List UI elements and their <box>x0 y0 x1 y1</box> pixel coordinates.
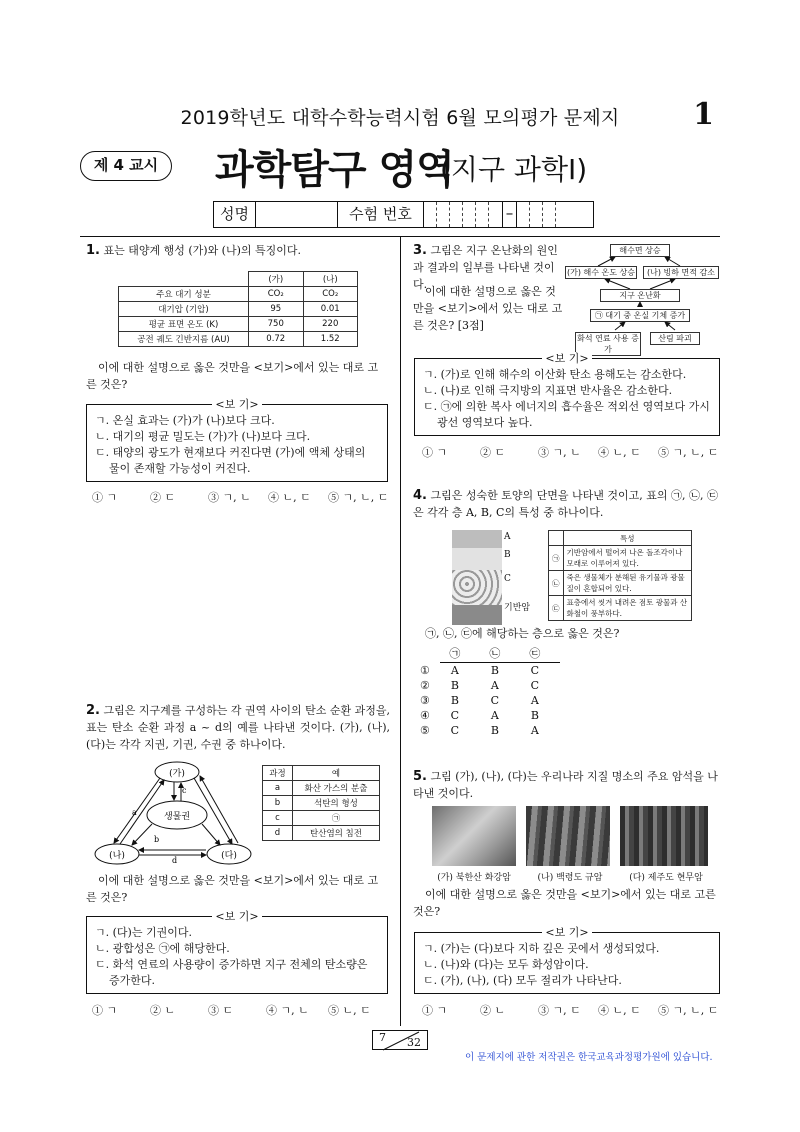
table-header: 예 <box>293 766 380 781</box>
question-5 <box>413 768 719 802</box>
bogi-item: ㄱ. (가)는 (다)보다 지하 깊은 곳에서 생성되었다. <box>423 942 660 955</box>
name-field[interactable] <box>256 202 338 227</box>
table-header: (가) <box>249 272 304 287</box>
bogi-item: ㄱ. (가)로 인해 해수의 이산화 탄소 용해도는 감소한다. <box>423 368 687 381</box>
process-label: a <box>132 808 137 817</box>
question-text: 그림은 지구 온난화의 원인과 결과의 일부를 나타낸 것이다. <box>413 244 558 291</box>
choice[interactable]: ④ ㄴ, ㄷ <box>598 446 641 459</box>
process-label: b <box>154 835 160 844</box>
exam-number-cell[interactable] <box>543 202 556 227</box>
answer-row[interactable]: ① A B C <box>420 663 540 677</box>
flow-node: 화석 연료 사용 증가 <box>575 332 641 356</box>
choice[interactable]: ② ㄷ <box>150 491 176 504</box>
table-row: 평균 표면 온도 (K) 750 220 <box>119 317 358 332</box>
table-row: ㉡ 죽은 생물체가 분해된 유기물과 광물질이 혼합되어 있다. <box>549 571 692 596</box>
question-number: 2. <box>86 703 100 718</box>
page-number: 1 <box>693 97 714 132</box>
question-prompt: 이에 대한 설명으로 옳은 것만을 <보기>에서 있는 대로 고른 것은? <box>86 361 379 391</box>
exam-number-cell[interactable] <box>556 202 569 227</box>
table-row: c ㉠ <box>263 811 380 826</box>
photo-caption: (다) 제주도 현무암 <box>629 873 703 883</box>
process-label: c <box>182 786 187 795</box>
choice[interactable]: ⑤ ㄱ, ㄴ, ㄷ <box>658 1004 719 1017</box>
question-text: 그림은 성숙한 토양의 단면을 나타낸 것이고, 표의 ㉠, ㉡, ㉢은 각각 층 A, B, C의 특성 중 하나이다. <box>413 489 718 519</box>
flow-node: ㉠ 대기 중 온실 기체 증가 <box>590 309 690 322</box>
answer-header: ㉠ <box>440 644 480 663</box>
exam-number-cell[interactable] <box>517 202 530 227</box>
exam-number-cell[interactable] <box>437 202 450 227</box>
granite-photo <box>432 806 516 866</box>
table-row: d 탄산염의 침전 <box>263 826 380 841</box>
question-4 <box>413 487 719 521</box>
choice[interactable]: ⑤ ㄴ, ㄷ <box>328 1004 371 1017</box>
table-row: b 석탄의 형성 <box>263 796 380 811</box>
copyright-notice: 이 문제지에 관한 저작권은 한국교육과정평가원에 있습니다. <box>465 1052 713 1063</box>
exam-number-cell[interactable] <box>530 202 543 227</box>
layer-label: 기반암 <box>504 603 531 613</box>
choice[interactable]: ④ ㄴ, ㄷ <box>268 491 311 504</box>
table-row: ㉢ 표층에서 씻겨 내려온 점토 광물과 산화철이 풍부하다. <box>549 596 692 621</box>
question-text: 그림은 지구계를 구성하는 각 권역 사이의 탄소 순환 과정을, 표는 탄소 순환 과정 a ~ d의 예를 나타낸 것이다. (가), (나), (다)는 각각 지권, 기권, 수권 중 하나이다. <box>86 704 390 751</box>
choice[interactable]: ③ ㄱ, ㄴ <box>208 491 251 504</box>
bogi-item: ㄷ. ㉠에 의한 복사 에너지의 흡수율은 적외선 영역보다 가시광선 영역보다 높다. <box>423 400 710 429</box>
layer-label: A <box>504 532 511 542</box>
exam-number-cell[interactable] <box>450 202 463 227</box>
flow-node: (가) 해수 온도 상승 <box>565 266 637 279</box>
choice[interactable]: ① ㄱ <box>422 1004 448 1017</box>
warming-flowchart <box>565 242 720 354</box>
column-divider <box>400 236 401 1026</box>
bogi-item: ㄴ. 광합성은 ㉠에 해당한다. <box>95 942 230 955</box>
bogi-item: ㄷ. 태양의 광도가 현재보다 커진다면 (가)에 액체 상태의 물이 존재할 가능성이 커진다. <box>95 446 366 475</box>
bogi-title: <보 기> <box>87 909 387 925</box>
choice[interactable]: ② ㄷ <box>480 446 506 459</box>
table-header: 특성 <box>563 531 692 546</box>
answer-row[interactable]: ② B A C <box>420 679 540 692</box>
question-prompt: 이에 대한 설명으로 옳은 것만을 <보기>에서 있는 대로 고른 것은? [3점] <box>413 285 563 332</box>
answer-header: ㉢ <box>520 644 560 663</box>
choice[interactable]: ③ ㄷ <box>208 1004 234 1017</box>
table-row: a 화산 가스의 분출 <box>263 781 380 796</box>
question-prompt: 이에 대한 설명으로 옳은 것만을 <보기>에서 있는 대로 고른 것은? <box>86 874 379 904</box>
q4-table <box>548 530 692 621</box>
answer-row[interactable]: ④ C A B <box>420 709 539 722</box>
bogi-item: ㄷ. (가), (나), (다) 모두 절리가 나타난다. <box>423 974 622 987</box>
q5-bogi-box <box>414 926 720 994</box>
soil-profile <box>452 530 502 625</box>
q4-answers <box>420 644 560 738</box>
bogi-title: <보 기> <box>87 397 387 413</box>
choice[interactable]: ① ㄱ <box>92 491 118 504</box>
page-counter <box>372 1030 428 1050</box>
question-2 <box>86 702 390 753</box>
choice[interactable]: ④ ㄴ, ㄷ <box>598 1004 641 1017</box>
table-row: 주요 대기 성분 CO₂ CO₂ <box>119 287 358 302</box>
photo-captions <box>426 870 716 883</box>
question-number: 4. <box>413 488 427 503</box>
layer-label: C <box>504 574 511 584</box>
soil-layer-c <box>452 570 502 605</box>
sphere-label: (가) <box>169 769 185 779</box>
choice[interactable]: ② ㄴ <box>480 1004 506 1017</box>
bogi-title: <보 기> <box>415 351 719 367</box>
bogi-item: ㄷ. 화석 연료의 사용량이 증가하면 지구 전체의 탄소량은 증가한다. <box>95 958 368 987</box>
total-pages: 32 <box>407 1036 421 1049</box>
choice[interactable]: ① ㄱ <box>92 1004 118 1017</box>
table-header: (나) <box>303 272 358 287</box>
question-number: 5. <box>413 769 427 784</box>
soil-layer-b <box>452 548 502 570</box>
table-row: 공전 궤도 긴반지름 (AU) 0.72 1.52 <box>119 332 358 347</box>
question-prompt: ㉠, ㉡, ㉢에 해당하는 층으로 옳은 것은? <box>425 627 620 640</box>
flow-node: 지구 온난화 <box>600 289 680 302</box>
choice[interactable]: ④ ㄱ, ㄴ <box>266 1004 309 1017</box>
quartzite-photo <box>526 806 610 866</box>
flow-node: 해수면 상승 <box>610 244 670 257</box>
current-page: 7 <box>379 1031 386 1044</box>
answer-row[interactable]: ⑤ C B A <box>420 724 539 737</box>
exam-number-cell[interactable] <box>463 202 476 227</box>
q1-bogi-box <box>86 398 388 482</box>
session-badge: 제 4 교시 <box>80 151 172 181</box>
q3-bogi-box <box>414 352 720 436</box>
sphere-label: (나) <box>109 851 125 861</box>
process-label: d <box>172 856 178 865</box>
soil-layer-a <box>452 530 502 548</box>
q5-choices <box>422 1002 722 1018</box>
basalt-photo <box>620 806 708 866</box>
subject-title: 과학탐구 영역 <box>215 147 454 193</box>
photo-caption: (가) 북한산 화강암 <box>437 873 511 883</box>
rock-photos <box>432 806 712 868</box>
question-number: 1. <box>86 243 100 258</box>
exam-title: 2019학년도 대학수학능력시험 6월 모의평가 문제지 <box>180 107 620 129</box>
table-row: 대기압 (기압) 95 0.01 <box>119 302 358 317</box>
subject-subtitle: (지구 과학Ⅰ) <box>440 153 588 186</box>
sphere-label: 생물권 <box>163 812 191 822</box>
q1-table <box>118 271 358 347</box>
answer-header: ㉡ <box>480 644 520 663</box>
answer-row[interactable]: ③ B C A <box>420 694 539 707</box>
question-text: 표는 태양계 행성 (가)와 (나)의 특징이다. <box>103 244 302 257</box>
bogi-item: ㄴ. 대기의 평균 밀도는 (가)가 (나)보다 크다. <box>95 430 311 443</box>
photo-caption: (나) 백령도 규암 <box>537 873 603 883</box>
table-header: 과정 <box>263 766 293 781</box>
question-number: 3. <box>413 243 427 258</box>
choice[interactable]: ⑤ ㄱ, ㄴ, ㄷ <box>658 446 719 459</box>
q2-bogi-box <box>86 910 388 994</box>
choice[interactable]: ② ㄴ <box>150 1004 176 1017</box>
exam-number-cell[interactable] <box>489 202 503 227</box>
name-label: 성명 <box>214 202 256 227</box>
q1-choices <box>92 489 392 505</box>
sphere-label: (다) <box>221 851 237 861</box>
bedrock-layer <box>452 605 502 625</box>
q3-choices <box>422 444 722 460</box>
table-row: ㉠ 기반암에서 떨어져 나온 돌조각이나 모래로 이루어져 있다. <box>549 546 692 571</box>
bogi-title: <보 기> <box>415 925 719 941</box>
question-text: 그림 (가), (나), (다)는 우리나라 지질 명소의 주요 암석을 나타낸 것이다. <box>413 770 718 800</box>
table-corner <box>119 272 249 287</box>
choice[interactable]: ⑤ ㄱ, ㄴ, ㄷ <box>328 491 389 504</box>
q2-choices <box>92 1002 392 1018</box>
choice[interactable]: ③ ㄱ, ㄷ <box>538 1004 581 1017</box>
layer-label: B <box>504 550 511 560</box>
bogi-item: ㄴ. (나)로 인해 극지방의 지표면 반사율은 감소한다. <box>423 384 673 397</box>
name-and-number-box <box>213 201 594 228</box>
bogi-item: ㄱ. 온실 효과는 (가)가 (나)보다 크다. <box>95 414 275 427</box>
carbon-cycle-diagram <box>92 760 257 865</box>
flow-node: 산림 파괴 <box>650 332 700 345</box>
bogi-item: ㄴ. (나)와 (다)는 모두 화성암이다. <box>423 958 589 971</box>
flow-node: (나) 빙하 면적 감소 <box>643 266 719 279</box>
choice[interactable]: ① ㄱ <box>422 446 448 459</box>
exam-number-cell[interactable] <box>476 202 489 227</box>
exam-number-dash: – <box>503 202 517 227</box>
exam-number-label: 수험 번호 <box>338 202 424 227</box>
exam-number-cell[interactable] <box>424 202 437 227</box>
q2-table <box>262 765 380 841</box>
bogi-item: ㄱ. (다)는 기권이다. <box>95 926 192 939</box>
question-prompt: 이에 대한 설명으로 옳은 것만을 <보기>에서 있는 대로 고른 것은? <box>413 888 716 918</box>
choice[interactable]: ③ ㄱ, ㄴ <box>538 446 581 459</box>
question-1 <box>86 242 392 259</box>
